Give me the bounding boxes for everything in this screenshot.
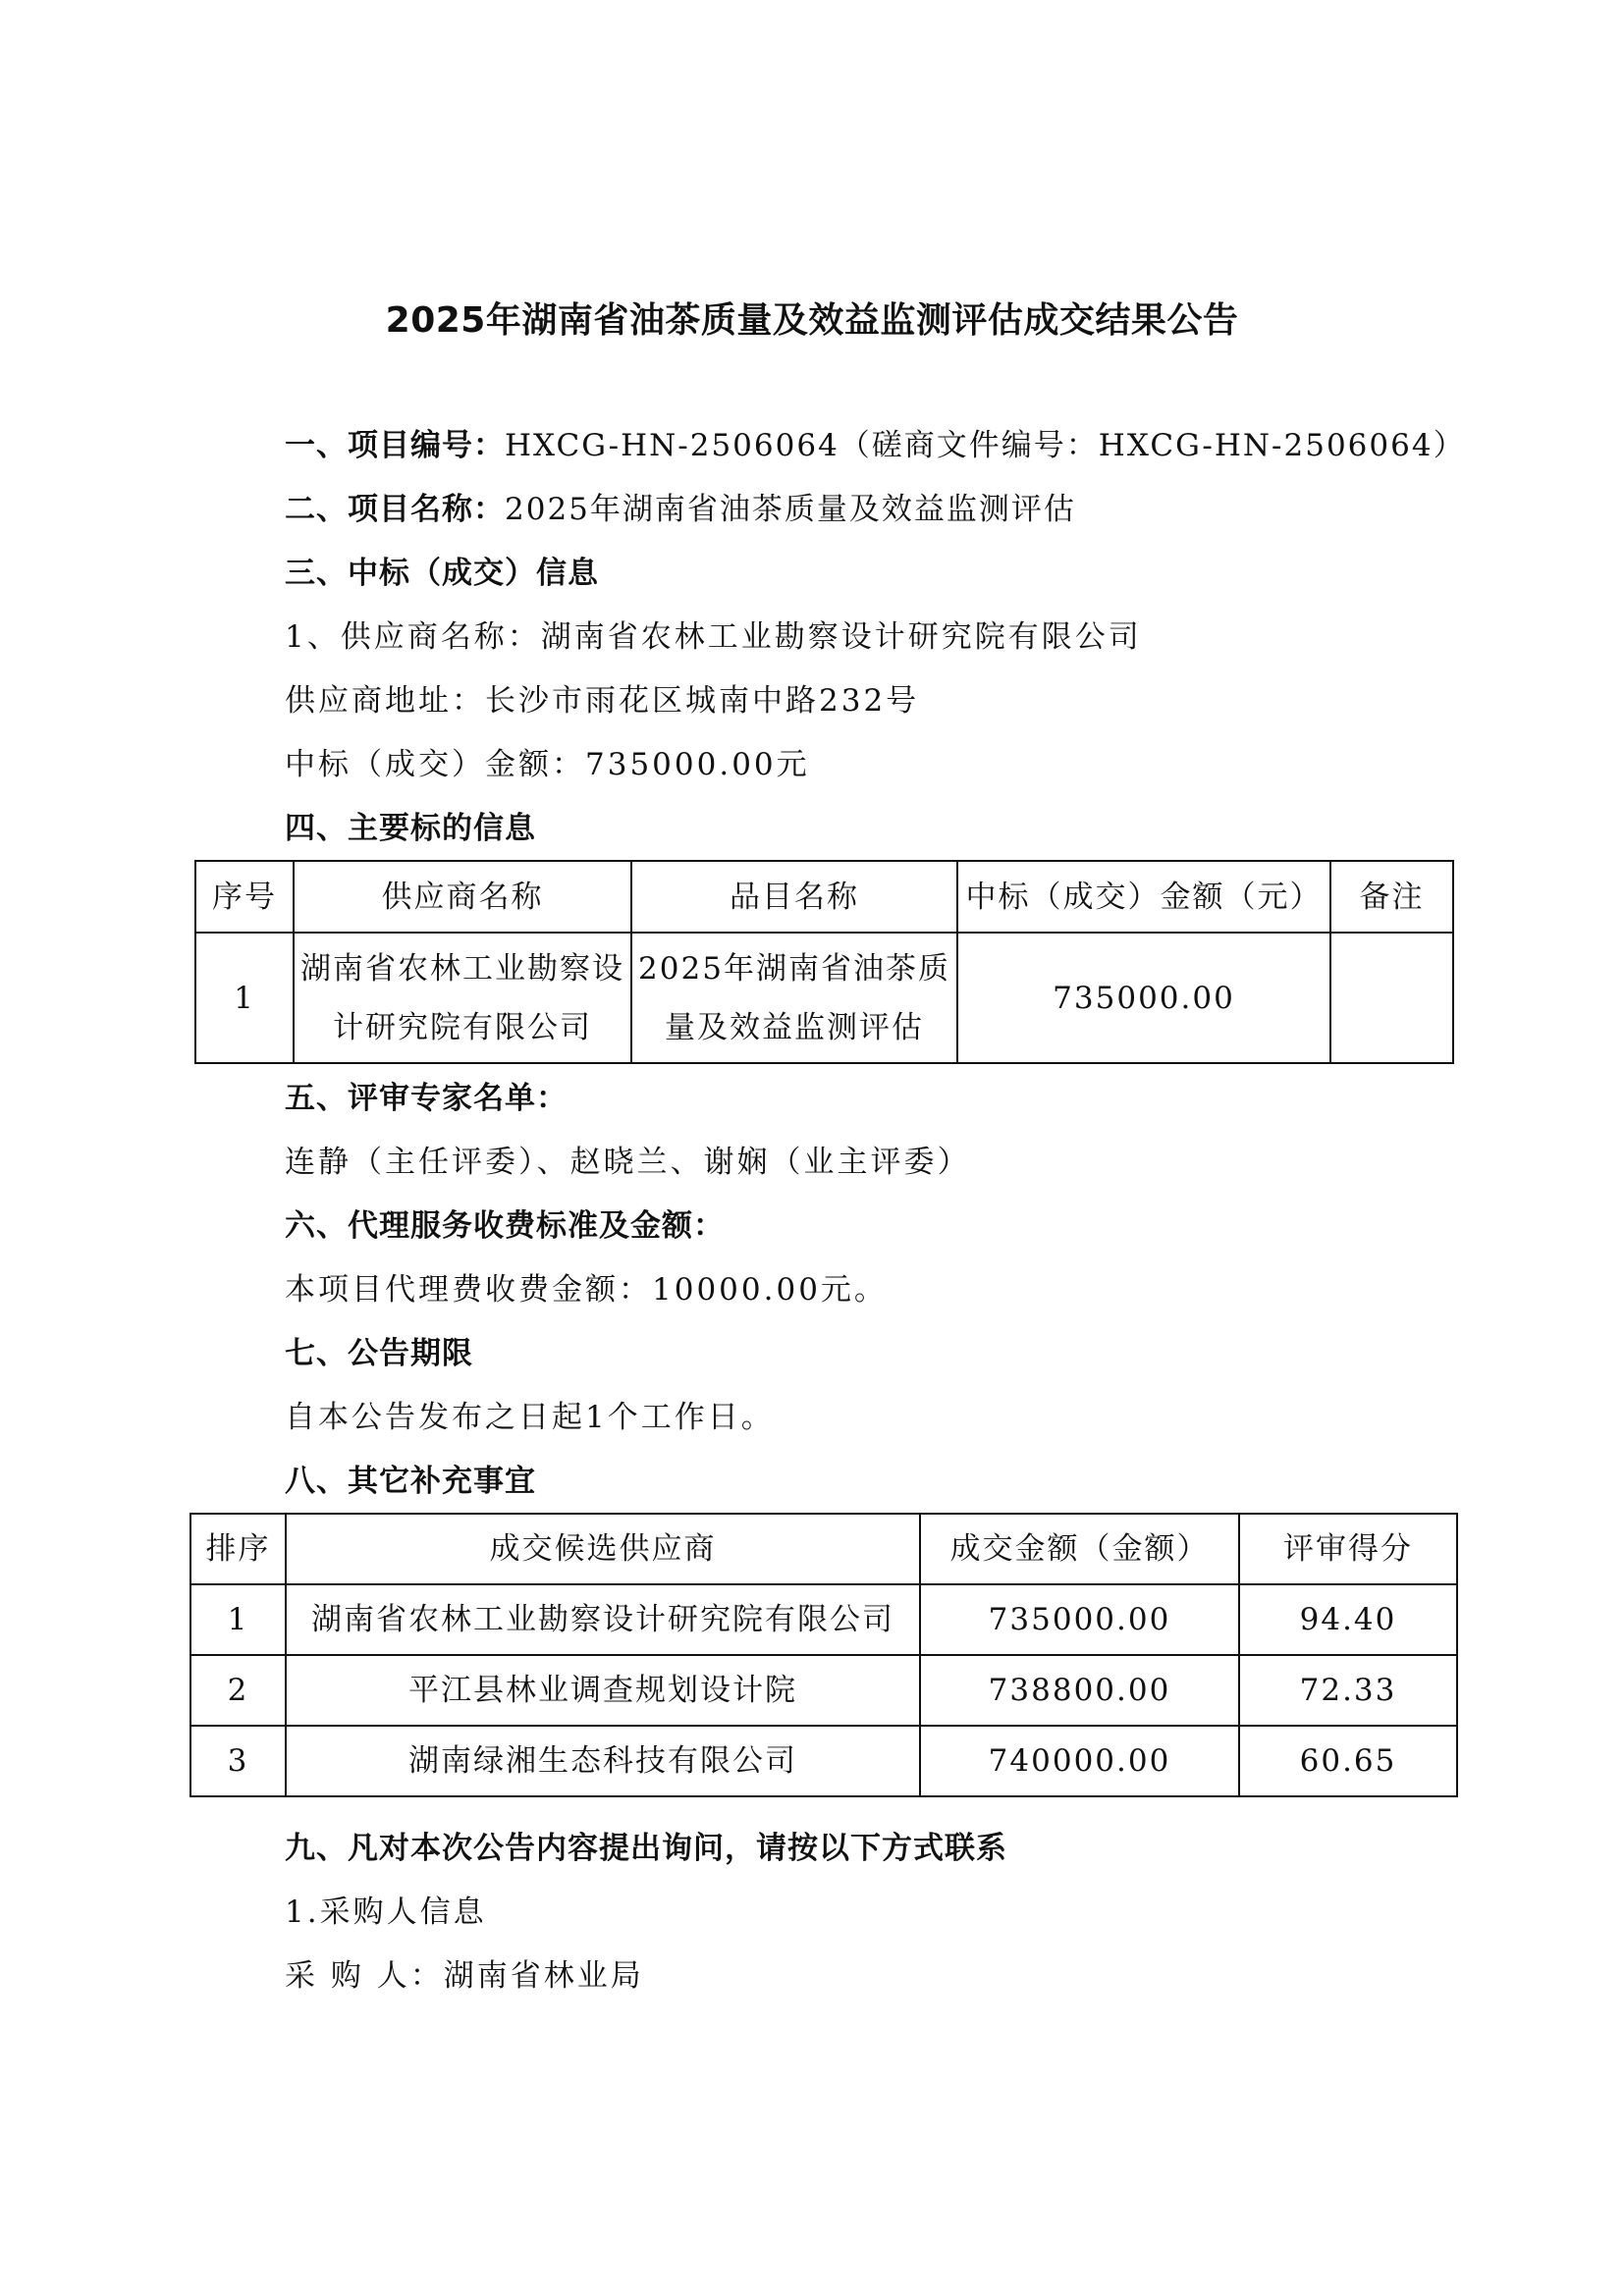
score-cell: 94.40 [1239,1584,1457,1655]
rank-cell: 3 [190,1726,286,1796]
remark-cell [1330,933,1453,1063]
project-name-line [285,483,1076,536]
header-cell: 序号 [195,861,294,933]
table-header-row [195,861,1453,933]
project-number-line [285,419,1466,472]
agency-fee-heading: 六、代理服务收费标准及金额： [285,1208,725,1244]
candidate-table [189,1513,1458,1797]
supplier-address-line: 供应商地址：长沙市雨花区城南中路232号 [285,683,920,719]
amount-cell: 735000.00 [957,933,1330,1063]
header-cell: 备注 [1330,861,1453,933]
experts-list: 连静（主任评委）、赵晓兰、谢娴（业主评委） [285,1145,971,1180]
project-number-value: HXCG-HN-2506064（磋商文件编号：HXCG-HN-2506064） [505,428,1466,463]
supplier-cell: 湖南省农林工业勘察设计研究院有限公司 [294,933,631,1063]
award-amount-line: 中标（成交）金额：735000.00元 [285,747,810,782]
header-cell: 评审得分 [1239,1514,1457,1584]
row-number-cell: 1 [195,933,294,1063]
notice-period-text: 自本公告发布之日起1个工作日。 [285,1400,775,1435]
agency-fee-text: 本项目代理费收费金额：10000.00元。 [285,1272,888,1308]
header-cell: 排序 [190,1514,286,1584]
header-cell: 成交候选供应商 [286,1514,920,1584]
purchaser-line: 采 购 人：湖南省林业局 [285,1958,644,1994]
score-cell: 72.33 [1239,1655,1457,1726]
rank-cell: 2 [190,1655,286,1726]
award-info-heading: 三、中标（成交）信息 [285,556,599,591]
project-name-value: 2025年湖南省油茶质量及效益监测评估 [505,492,1076,527]
table-row [190,1655,1457,1726]
main-subject-table [194,860,1454,1064]
supplier-cell: 湖南绿湘生态科技有限公司 [286,1726,920,1796]
supplier-name-line: 1、供应商名称：湖南省农林工业勘察设计研究院有限公司 [285,619,1142,655]
experts-heading: 五、评审专家名单： [285,1081,568,1116]
header-cell: 供应商名称 [294,861,631,933]
project-number-heading: 一、项目编号： [285,428,505,463]
header-cell: 成交金额（金额） [920,1514,1239,1584]
inquiry-heading: 九、凡对本次公告内容提出询问，请按以下方式联系 [285,1831,1007,1866]
page-title: 2025年湖南省油茶质量及效益监测评估成交结果公告 [385,300,1239,341]
header-cell: 品目名称 [631,861,957,933]
table-row [190,1584,1457,1655]
purchaser-info-subheading: 1.采购人信息 [285,1895,487,1930]
main-subject-heading: 四、主要标的信息 [285,811,536,846]
amount-cell: 740000.00 [920,1726,1239,1796]
table-header-row [190,1514,1457,1584]
project-name-heading: 二、项目名称： [285,492,505,527]
rank-cell: 1 [190,1584,286,1655]
notice-period-heading: 七、公告期限 [285,1336,473,1371]
supplier-cell: 湖南省农林工业勘察设计研究院有限公司 [286,1584,920,1655]
amount-cell: 738800.00 [920,1655,1239,1726]
score-cell: 60.65 [1239,1726,1457,1796]
amount-cell: 735000.00 [920,1584,1239,1655]
table-row [195,933,1453,1063]
other-matters-heading: 八、其它补充事宜 [285,1464,536,1499]
header-cell: 中标（成交）金额（元） [957,861,1330,933]
supplier-cell: 平江县林业调查规划设计院 [286,1655,920,1726]
item-cell: 2025年湖南省油茶质量及效益监测评估 [631,933,957,1063]
table-row [190,1726,1457,1796]
